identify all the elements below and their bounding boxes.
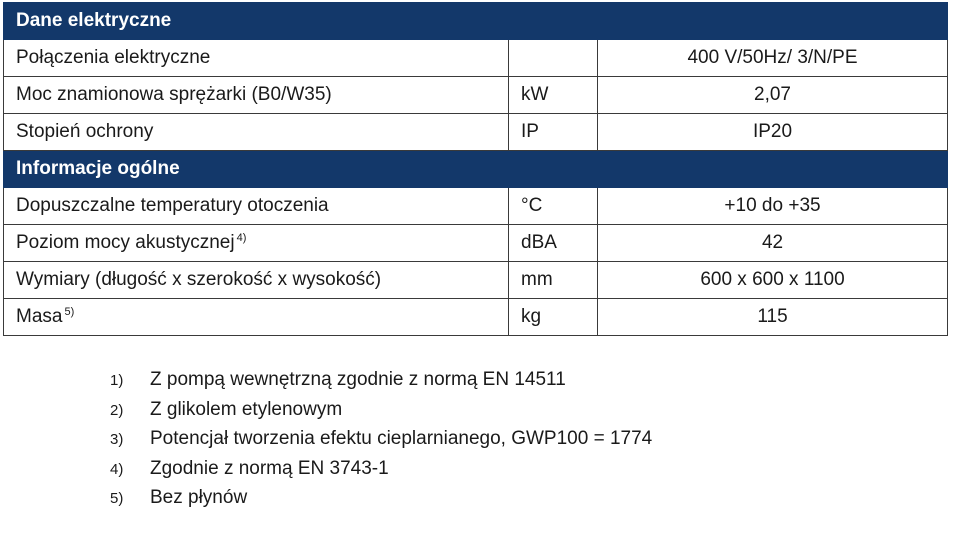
section-header-general: [4, 151, 948, 188]
spec-table: [3, 2, 948, 336]
footnote-text: Z pompą wewnętrzną zgodnie z normą EN 14511: [150, 369, 566, 390]
footnote-number: 3): [110, 431, 124, 448]
footnote: [110, 483, 652, 513]
footnote-number: 5): [110, 490, 124, 507]
footnote-number: 2): [110, 401, 124, 419]
table-row: [4, 225, 948, 262]
footnote-ref: 5): [64, 306, 75, 318]
footnote: [110, 365, 652, 395]
row-value: 115: [598, 299, 948, 336]
footnote-ref: 4): [236, 232, 247, 244]
footnote-text: Potencjał tworzenia efektu cieplarnianego, GWP100 = 1774: [150, 428, 653, 449]
row-label: Masa $^{5)}$: [4, 299, 509, 336]
table-row: [4, 188, 948, 225]
row-unit: IP: [509, 114, 598, 151]
row-value: 42: [598, 225, 948, 262]
row-label: Stopień ochrony: [4, 114, 509, 151]
row-label: Moc znamionowa sprężarki (B0/W35): [4, 77, 509, 114]
footnotes-list: [110, 365, 652, 513]
row-value: +10 do +35: [598, 188, 948, 225]
footnote: [110, 395, 652, 425]
section-header-electrical: [4, 3, 948, 40]
row-unit: °C: [509, 188, 598, 225]
footnote: [110, 424, 652, 454]
row-value: 400 V/50Hz/ 3/N/PE: [598, 40, 948, 77]
row-label: Wymiary (długość x szerokość x wysokość): [4, 262, 509, 299]
table-row: [4, 262, 948, 299]
footnote-text: Bez płynów: [150, 487, 248, 508]
row-label: Dopuszczalne temperatury otoczenia: [4, 188, 509, 225]
row-unit: [509, 40, 598, 77]
table-row: [4, 77, 948, 114]
row-value: 2,07: [598, 77, 948, 114]
row-unit: dBA: [509, 225, 598, 262]
table-row: [4, 114, 948, 151]
section-title: Informacje ogólne: [4, 151, 948, 188]
footnote-number: 1): [110, 372, 124, 389]
footnote-number: 4): [110, 460, 124, 478]
row-value: 600 x 600 x 1100: [598, 262, 948, 299]
row-label: Połączenia elektryczne: [4, 40, 509, 77]
table-row: [4, 40, 948, 77]
footnote-text: Z glikolem etylenowym: [150, 398, 343, 420]
footnote-text: Zgodnie z normą EN 3743-1: [150, 457, 389, 479]
row-label: Poziom mocy akustycznej $^{4)}$: [4, 225, 509, 262]
row-unit: kg: [509, 299, 598, 336]
row-value: IP20: [598, 114, 948, 151]
row-unit: kW: [509, 77, 598, 114]
table-row: [4, 299, 948, 336]
row-unit: mm: [509, 262, 598, 299]
footnote: [110, 454, 652, 484]
section-title: Dane elektryczne: [4, 3, 948, 40]
